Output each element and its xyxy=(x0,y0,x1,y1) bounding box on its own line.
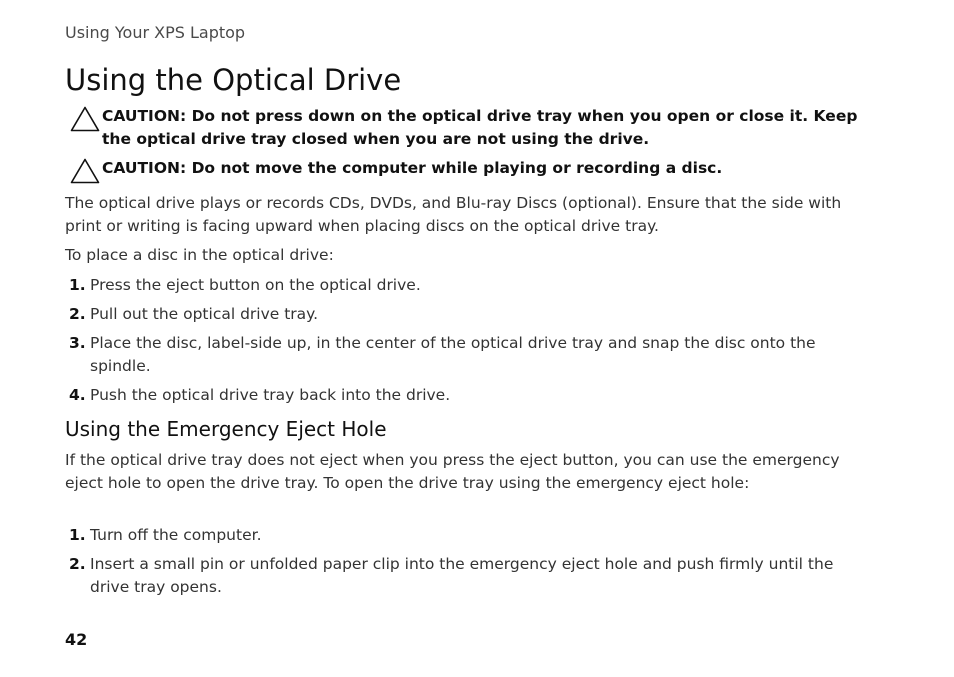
caution-note xyxy=(70,105,860,151)
running-header: Using Your XPS Laptop xyxy=(65,23,246,42)
step-number: 1. xyxy=(69,526,86,544)
list-item xyxy=(65,332,855,378)
step-text: Push the optical drive tray back into the drive. xyxy=(90,386,451,404)
place-disc-intro: To place a disc in the optical drive: xyxy=(65,246,334,264)
step-text: Turn off the computer. xyxy=(90,526,262,544)
list-item xyxy=(65,524,855,547)
section-heading: Using the Emergency Eject Hole xyxy=(65,417,387,441)
list-item xyxy=(65,303,855,326)
list-item xyxy=(65,384,855,407)
list-item xyxy=(65,553,855,599)
step-text: Insert a small pin or unfolded paper clip into the emergency eject hole and push firmly until the drive tray opens. xyxy=(90,555,834,596)
caution-text: CAUTION: Do not press down on the optical drive tray when you open or close it. Keep the optical drive tray closed when you are not using the drive. xyxy=(102,107,858,148)
page-number: 42 xyxy=(65,630,88,649)
intro-paragraph: The optical drive plays or records CDs, DVDs, and Blu-ray Discs (optional). Ensure that the side with print or writing is facing upward when placing discs on the optical drive tray. xyxy=(65,194,842,235)
caution-note xyxy=(70,157,860,180)
step-number: 1. xyxy=(69,276,86,294)
list-item xyxy=(65,274,855,297)
step-text: Press the eject button on the optical drive. xyxy=(90,276,421,294)
step-number: 2. xyxy=(69,305,86,323)
page-title: Using the Optical Drive xyxy=(65,63,402,97)
step-number: 2. xyxy=(69,555,86,573)
warning-triangle-icon xyxy=(70,158,100,184)
step-text: Place the disc, label-side up, in the center of the optical drive tray and snap the disc onto the spindle. xyxy=(90,334,816,375)
warning-triangle-icon xyxy=(70,106,100,132)
step-number: 4. xyxy=(69,386,86,404)
caution-text: CAUTION: Do not move the computer while playing or recording a disc. xyxy=(102,159,723,177)
step-number: 3. xyxy=(69,334,86,352)
emergency-intro: If the optical drive tray does not eject when you press the eject button, you can use the emergency eject hole to open the drive tray. To open the drive tray using the emergency eject hole: xyxy=(65,451,840,492)
step-text: Pull out the optical drive tray. xyxy=(90,305,319,323)
